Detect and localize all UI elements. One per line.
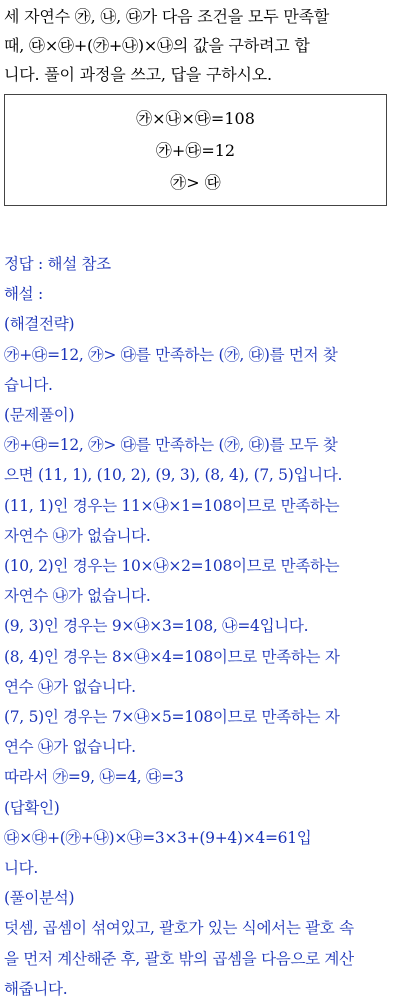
solution-line: 자연수 ㉯가 없습니다.	[4, 526, 151, 545]
section-heading-analysis: (풀이분석)	[4, 889, 75, 908]
condition-inequality: ㉮> ㉰	[170, 173, 221, 192]
problem-line: 니다. 풀이 과정을 쓰고, 답을 구하시오.	[4, 65, 272, 84]
section-heading-strategy: (해결전략)	[4, 315, 75, 334]
conditions-box	[4, 94, 387, 206]
section-heading-check: (답확인)	[4, 798, 60, 817]
condition-sum: ㉮+㉰=12	[155, 141, 236, 160]
solution-line: 으면 (11, 1), (10, 2), (9, 3), (8, 4), (7, 5)입니다.	[4, 466, 343, 485]
solution-line: 을 먼저 계산해준 후, 괄호 밖의 곱셈을 다음으로 계산	[4, 949, 354, 968]
solution-line: 따라서 ㉮=9, ㉯=4, ㉰=3	[4, 768, 184, 787]
solution-line: 연수 ㉯가 없습니다.	[4, 738, 136, 757]
solution-line: (11, 1)인 경우는 11×㉯×1=108이므로 만족하는	[4, 496, 340, 515]
solution-line: (10, 2)인 경우는 10×㉯×2=108이므로 만족하는	[4, 557, 340, 576]
answer-line: 정답 : 해설 참조	[4, 255, 111, 273]
solution-line: 연수 ㉯가 없습니다.	[4, 677, 136, 696]
solution-line: (7, 5)인 경우는 7×㉯×5=108이므로 만족하는 자	[4, 708, 340, 727]
solution-line: ㉰×㉰+(㉮+㉯)×㉯=3×3+(9+4)×4=61입	[4, 828, 312, 847]
section-heading-solving: (문제풀이)	[4, 406, 75, 425]
solution-line: 자연수 ㉯가 없습니다.	[4, 587, 151, 606]
solution-line: 니다.	[4, 859, 38, 878]
solution-line: 덧셈, 곱셈이 섞여있고, 괄호가 있는 식에서는 괄호 속	[4, 919, 354, 938]
problem-line: 세 자연수 ㉮, ㉯, ㉰가 다음 조건을 모두 만족할	[4, 7, 330, 26]
solution-line: 습니다.	[4, 375, 53, 394]
explanation-heading: 해설 :	[4, 285, 43, 304]
solution-section	[4, 249, 398, 1004]
problem-statement	[4, 2, 398, 89]
solution-line: ㉮+㉰=12, ㉮> ㉰를 만족하는 (㉮, ㉰)를 모두 찾	[4, 436, 338, 455]
solution-line: (8, 4)인 경우는 8×㉯×4=108이므로 만족하는 자	[4, 647, 340, 666]
solution-line: (9, 3)인 경우는 9×㉯×3=108, ㉯=4입니다.	[4, 617, 309, 636]
problem-line: 때, ㉰×㉰+(㉮+㉯)×㉯의 값을 구하려고 합	[4, 36, 310, 55]
solution-line: ㉮+㉰=12, ㉮> ㉰를 만족하는 (㉮, ㉰)를 먼저 찾	[4, 345, 338, 364]
condition-product: ㉮×㉯×㉰=108	[136, 109, 255, 128]
solution-line: 해줍니다.	[4, 979, 68, 998]
